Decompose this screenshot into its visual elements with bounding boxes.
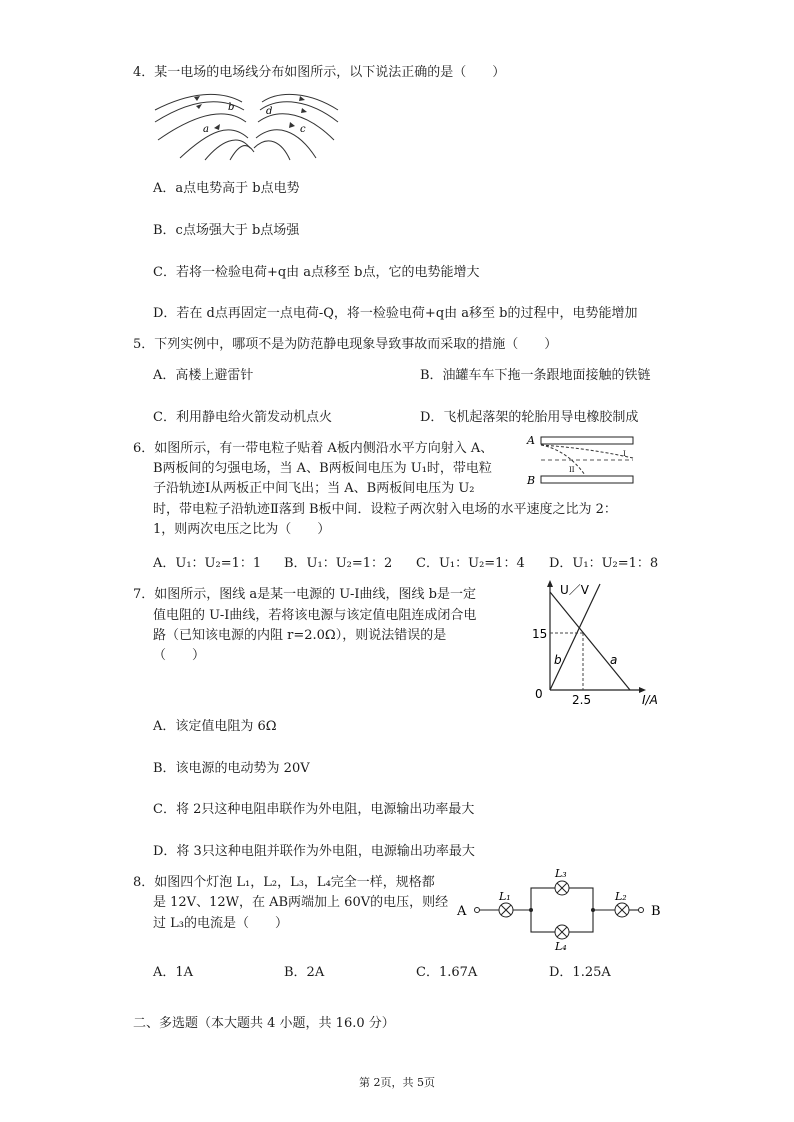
q6-option-a: A．U₁：U₂=1：1 <box>153 556 262 571</box>
q6-option-d: D．U₁：U₂=1：8 <box>549 556 659 571</box>
q6-line-5: 1，则两次电压之比为（ ） <box>153 522 331 537</box>
q4-option-b: B．c点场强大于 b点场强 <box>153 223 300 238</box>
q6-label-b: B <box>527 474 536 487</box>
q6-label-a: A <box>527 434 535 447</box>
q6-line-3: 子沿轨迹Ⅰ从两板正中间飞出；当 A、B两板间电压为 U₂ <box>153 481 475 496</box>
q7-origin: 0 <box>535 687 543 701</box>
lamp-l4-icon <box>555 925 569 939</box>
q7-line-4: （ ） <box>153 648 206 663</box>
q6-line-4: 时，带电粒子沿轨迹Ⅱ落到 B板中间．设粒子两次射入电场的水平速度之比为 2： <box>153 502 617 517</box>
page-footer: 第 2页，共 5页 <box>359 1076 435 1089</box>
q8-option-b: B．2A <box>284 965 325 980</box>
q7-option-a: A．该定值电阻为 6Ω <box>153 719 277 734</box>
q7-line-b-label: b <box>554 653 562 667</box>
q6-line-1: 6．如图所示，有一带电粒子贴着 A板内侧沿水平方向射入 A、 <box>133 441 494 456</box>
q6-label-track-1: I <box>623 450 626 458</box>
q8-label-l2: L₂ <box>615 890 627 903</box>
q4-option-d: D．若在 d点再固定一点电荷-Q，将一检验电荷+q由 a移至 b的过程中，电势能增加 <box>153 306 638 321</box>
q7-x-tick: 2.5 <box>572 693 592 707</box>
q8-line-3: 过 L₃的电流是（ ） <box>153 916 288 931</box>
q4-label-b: b <box>228 102 235 113</box>
lamp-l1-icon <box>499 903 513 917</box>
q5-option-d: D．飞机起落架的轮胎用导电橡胶制成 <box>420 410 639 425</box>
q6-option-b: B．U₁：U₂=1：2 <box>284 556 393 571</box>
q8-label-l3: L₃ <box>555 867 567 880</box>
q7-ui-graph <box>530 578 670 708</box>
q7-y-axis-label: U／V <box>560 583 589 597</box>
q7-line-a-label: a <box>610 653 618 667</box>
q5-option-c: C．利用静电给火箭发动机点火 <box>153 410 332 425</box>
q4-label-c: c <box>300 124 306 135</box>
q7-x-axis-label: I/A <box>642 693 658 707</box>
q8-terminal-b: B <box>651 904 661 919</box>
q4-label-a: a <box>203 124 209 135</box>
q6-plates-figure <box>527 432 639 490</box>
q4-stem: 4．某一电场的电场线分布如图所示，以下说法正确的是（ ） <box>133 65 506 80</box>
lamp-l3-icon <box>555 881 569 895</box>
q8-option-a: A．1A <box>153 965 194 980</box>
q8-option-c: C．1.67A <box>416 965 478 980</box>
q7-line-1: 7．如图所示，图线 a是某一电源的 U-I曲线，图线 b是一定 <box>133 587 476 602</box>
q7-y-tick: 15 <box>532 627 548 641</box>
q8-line-2: 是 12V、12W，在 AB两端加上 60V的电压，则经 <box>153 895 449 910</box>
lamp-l2-icon <box>615 903 629 917</box>
q4-field-lines-figure <box>150 82 340 160</box>
q5-stem: 5．下列实例中，哪项不是为防范静电现象导致事故而采取的措施（ ） <box>133 337 558 352</box>
q7-option-c: C．将 2只这种电阻串联作为外电阻，电源输出功率最大 <box>153 802 475 817</box>
q4-label-d: d <box>266 106 273 117</box>
q6-label-track-2: II <box>569 466 575 474</box>
q8-label-l1: L₁ <box>499 890 511 903</box>
q7-line-2: 值电阻的 U-I曲线，若将该电源与该定值电阻连成闭合电 <box>153 608 477 623</box>
q8-terminal-a: A <box>457 904 467 919</box>
q8-line-1: 8．如图四个灯泡 L₁，L₂，L₃，L₄完全一样，规格都 <box>133 875 435 890</box>
q5-option-a: A．高楼上避雷针 <box>153 368 254 383</box>
q8-label-l4: L₄ <box>555 940 567 953</box>
section-heading: 二、多选题（本大题共 4 小题，共 16.0 分） <box>133 1016 395 1031</box>
q7-option-b: B．该电源的电动势为 20V <box>153 761 310 776</box>
q6-line-2: B两板间的匀强电场，当 A、B两板间电压为 U₁时，带电粒 <box>153 461 492 476</box>
q4-option-c: C．若将一检验电荷+q由 a点移至 b点，它的电势能增大 <box>153 265 480 280</box>
q6-option-c: C．U₁：U₂=1：4 <box>416 556 525 571</box>
q8-circuit-figure <box>455 866 665 952</box>
q7-line-3: 路（已知该电源的内阻 r=2.0Ω），则说法错误的是 <box>153 628 447 643</box>
q7-option-d: D．将 3只这种电阻并联作为外电阻，电源输出功率最大 <box>153 844 475 859</box>
q4-option-a: A．a点电势高于 b点电势 <box>153 181 300 196</box>
q8-option-d: D．1.25A <box>549 965 611 980</box>
q5-option-b: B．油罐车车下拖一条跟地面接触的铁链 <box>420 368 651 383</box>
